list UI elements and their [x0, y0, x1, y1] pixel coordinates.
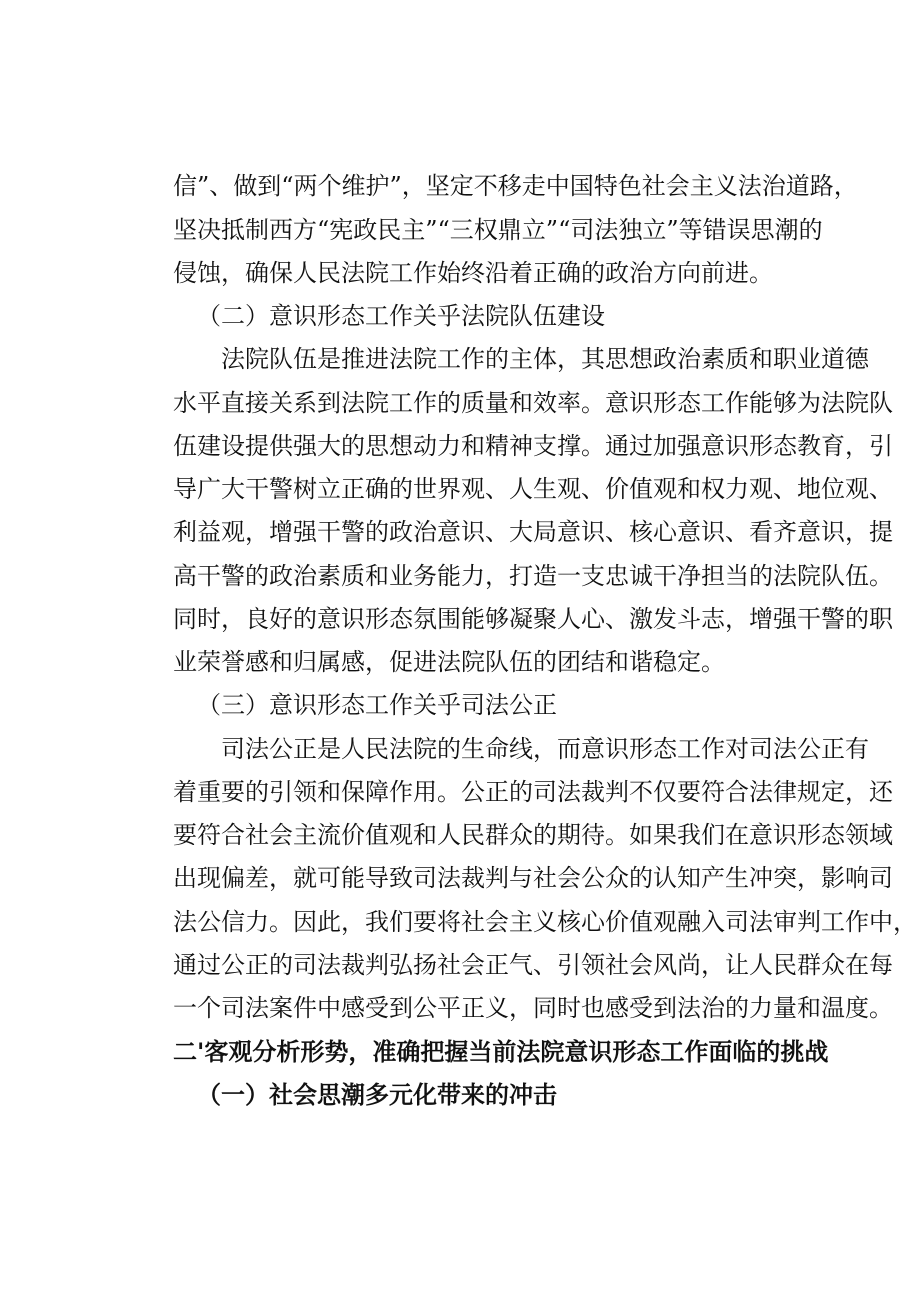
paragraph-line: 业荣誉感和归属感，促进法院队伍的团结和谐稳定。 — [173, 648, 725, 676]
paragraph-line: 法公信力。因此，我们要将社会主义核心价值观融入司法审判工作中， — [173, 908, 917, 936]
paragraph-line: 利益观，增强干警的政治意识、大局意识、核心意识、看齐意识，提 — [173, 518, 893, 546]
paragraph-line: 伍建设提供强大的思想动力和精神支撑。通过加强意识形态教育，引 — [173, 432, 893, 460]
subsection-heading: （一）社会思潮多元化带来的冲击 — [197, 1080, 557, 1109]
paragraph-line: 要符合社会主流价值观和人民群众的期待。如果我们在意识形态领域 — [173, 821, 893, 849]
paragraph-line: 坚决抵制西方“宪政民主”“三权鼎立”“司法独立”等错误思潮的 — [173, 216, 823, 244]
paragraph-line: 同时，良好的意识形态氛围能够凝聚人心、激发斗志，增强干警的职 — [173, 605, 893, 633]
section-heading: （二）意识形态工作关乎法院队伍建设 — [197, 302, 605, 330]
paragraph-line: 侵蚀，确保人民法院工作始终沿着正确的政治方向前进。 — [173, 259, 773, 287]
paragraph-line: 法院队伍是推进法院工作的主体，其思想政治素质和职业道德 — [221, 345, 869, 373]
paragraph-line: 高干警的政治素质和业务能力，打造一支忠诚干净担当的法院队伍。 — [173, 562, 893, 590]
section-heading: （三）意识形态工作关乎司法公正 — [197, 691, 557, 719]
part-heading: 二'客观分析形势，准确把握当前法院意识形态工作面临的挑战 — [173, 1038, 829, 1066]
paragraph-line: 着重要的引领和保障作用。公正的司法裁判不仅要符合法律规定，还 — [173, 778, 893, 806]
paragraph-line: 司法公正是人民法院的生命线，而意识形态工作对司法公正有 — [221, 735, 869, 763]
paragraph-line: 通过公正的司法裁判弘扬社会正气、引领社会风尚，让人民群众在每 — [173, 951, 893, 979]
paragraph-line: 一个司法案件中感受到公平正义，同时也感受到法治的力量和温度。 — [173, 994, 893, 1022]
paragraph-line: 出现偏差，就可能导致司法裁判与社会公众的认知产生冲突，影响司 — [173, 864, 893, 892]
paragraph-line: 水平直接关系到法院工作的质量和效率。意识形态工作能够为法院队 — [173, 389, 893, 417]
paragraph-line: 导广大干警树立正确的世界观、人生观、价值观和权力观、地位观、 — [173, 475, 893, 503]
paragraph-line: 信”、做到“两个维护”，坚定不移走中国特色社会主义法治道路， — [173, 172, 858, 200]
